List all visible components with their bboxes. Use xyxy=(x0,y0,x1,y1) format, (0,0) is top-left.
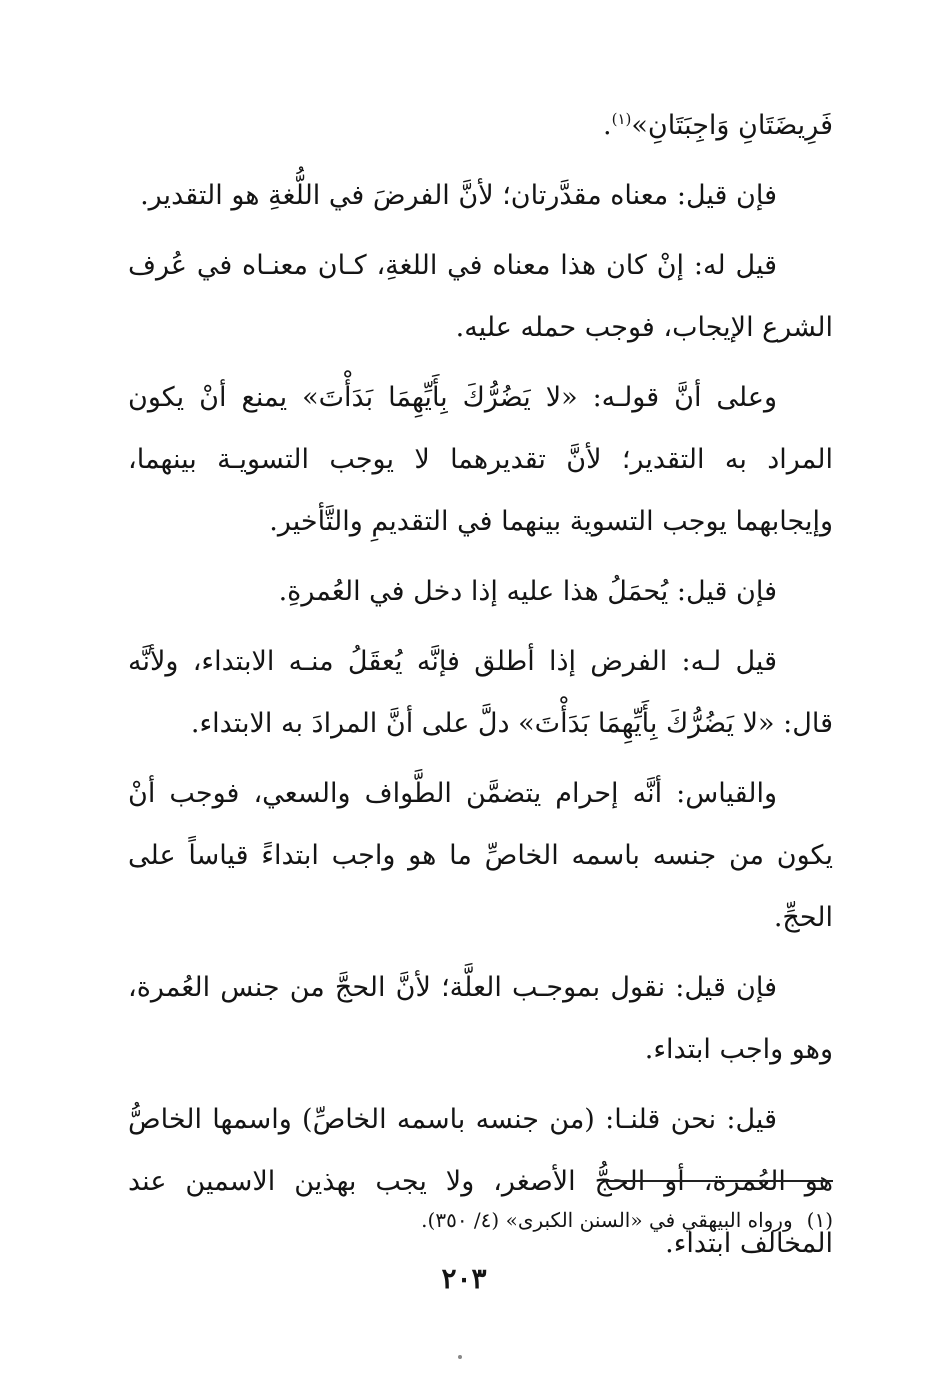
paragraph-7: والقياس: أنَّه إحرام يتضمَّن الطَّواف والسعي، فوجب أنْ يكون من جنسه باسمه الخاصِّ ما هو واجب ابتداءً قياساً على الحجِّ. xyxy=(128,778,833,933)
paragraph-5: فإن قيل: يُحمَلُ هذا عليه إذا دخل في العُمرةِ. xyxy=(278,576,777,607)
footnote-text: ورواه البيهقي في «السنن الكبرى» (٤/ ٣٥٠). xyxy=(421,1208,793,1232)
paragraph-8: فإن قيل: نقول بموجـب العلَّة؛ لأنَّ الحجَّ من جنس العُمرة، وهو واجب ابتداء. xyxy=(128,972,833,1065)
footnote-reference: (١) xyxy=(611,110,632,128)
paragraph-1 xyxy=(128,95,833,157)
footnote-divider xyxy=(605,1180,833,1182)
footnote xyxy=(128,1200,833,1240)
paragraph-6: قيل لـه: الفرض إذا أطلق فإنَّه يُعقَلُ منـه الابتداء، ولأنَّه قال: «لا يَضُرُّكَ بِأَيِّهِمَا بَدَأْتَ» دلَّ على أنَّ المرادَ به الابتداء. xyxy=(128,646,833,739)
paragraph-1-text: فَرِيضَتَانِ وَاجِبَتَانِ» xyxy=(631,110,833,141)
footnote-number: (١) xyxy=(806,1208,833,1232)
page-number: ٢٠٣ xyxy=(441,1262,487,1295)
paragraph-3: قيل له: إنْ كان هذا معناه في اللغةِ، كـان معنـاه في عُرف الشرع الإيجاب، فوجب حمله عليه. xyxy=(128,250,833,343)
paragraph-9: قيل: نحن قلنـا: (من جنسه باسمه الخاصِّ) واسمها الخاصُّ هو العُمرة، أو الحجُّ الأصغر، ولا يجب بهذين الاسمين عند المخالف ابتداء. xyxy=(128,1104,833,1259)
paragraph-1-tail: . xyxy=(603,110,612,141)
paragraph-2: فإن قيل: معناه مقدَّرتان؛ لأنَّ الفرضَ في اللُّغةِ هو التقدير. xyxy=(140,180,777,211)
scan-speck xyxy=(458,1355,462,1359)
paragraph-4: وعلى أنَّ قولـه: «لا يَضُرُّكَ بِأَيِّهِمَا بَدَأْتَ» يمنع أنْ يكون المراد به التقدير؛ لأنَّ تقديرهما لا يوجب التسويـة بينهما، وإيجابهما يوجب التسوية بينهما في التقديمِ والتَّأخير. xyxy=(128,382,833,537)
main-text xyxy=(128,95,833,1283)
